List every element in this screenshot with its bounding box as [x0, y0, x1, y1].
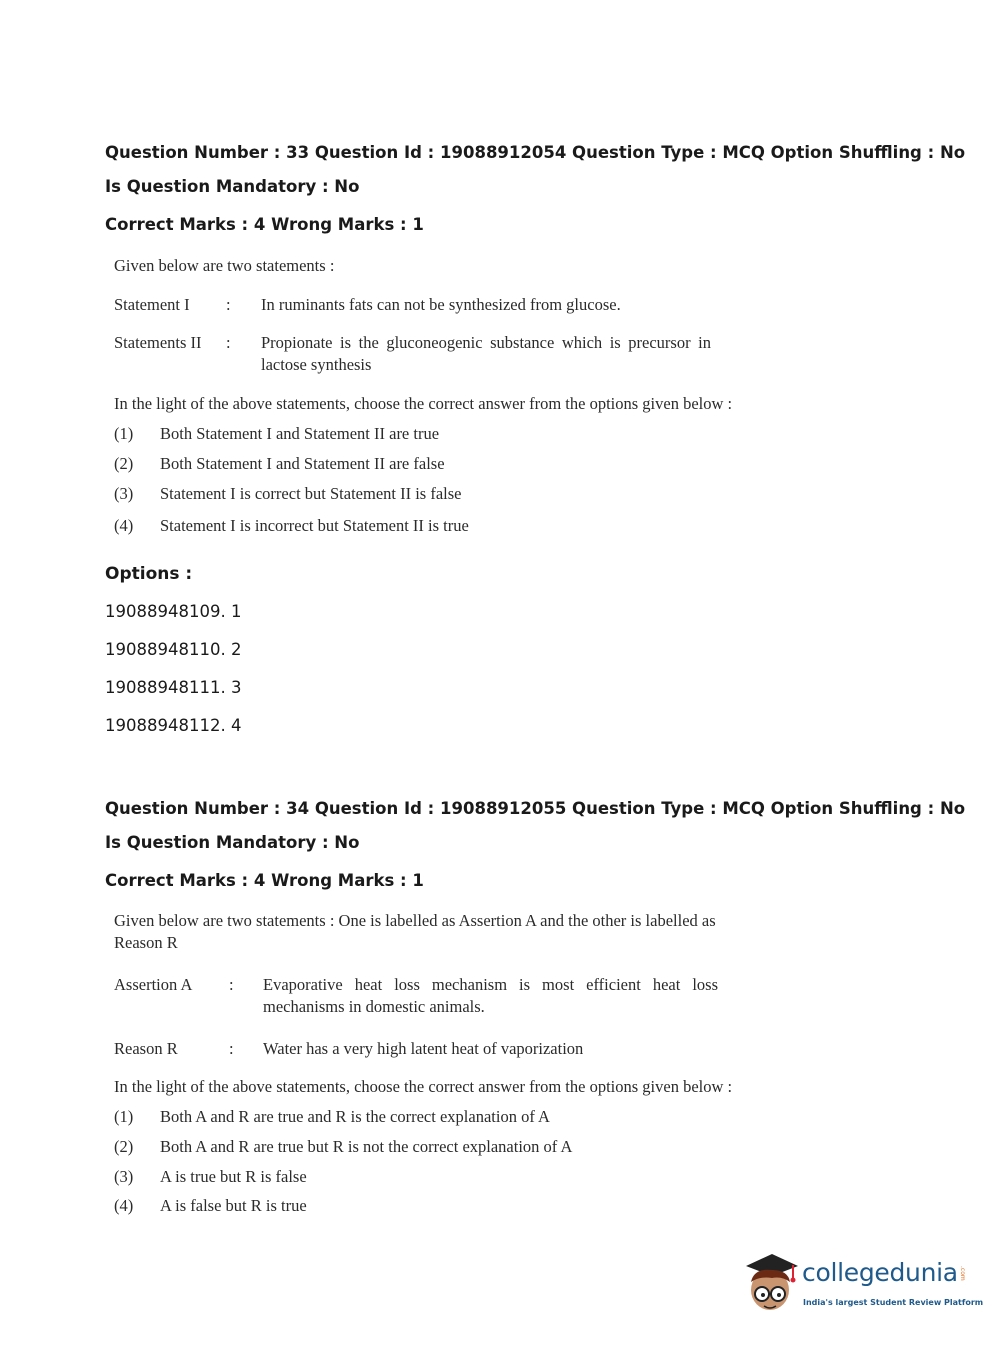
q33-marks: Correct Marks : 4 Wrong Marks : 1	[105, 215, 424, 234]
q33-option-item: 19088948110. 2	[105, 640, 242, 659]
q34-assertion-text-line2: mechanisms in domestic animals.	[263, 997, 485, 1016]
q33-statement2-text-line1: Propionate is the gluconeogenic substance which is precursor in	[261, 333, 711, 352]
q33-header: Question Number : 33 Question Id : 19088912054 Question Type : MCQ Option Shuffling : No	[105, 143, 966, 162]
q33-statement1-label: Statement I	[114, 295, 190, 314]
q34-mandatory: Is Question Mandatory : No	[105, 833, 360, 852]
q33-option-item: 19088948112. 4	[105, 716, 242, 735]
q33-statement2-colon: :	[226, 333, 231, 352]
q33-intro: Given below are two statements :	[114, 256, 335, 275]
q33-options-heading: Options :	[105, 564, 193, 584]
q34-choice-text: Both A and R are true but R is not the correct explanation of A	[160, 1137, 573, 1156]
q34-assertion-colon: :	[229, 975, 234, 994]
q34-intro-line2: Reason R	[114, 933, 178, 952]
q34-choice-num: (2)	[114, 1137, 134, 1156]
q34-reason-text: Water has a very high latent heat of vaporization	[263, 1039, 584, 1058]
q34-assertion-label: Assertion A	[114, 975, 193, 994]
q34-prompt: In the light of the above statements, choose the correct answer from the options given below :	[114, 1077, 733, 1096]
q33-choice-num: (1)	[114, 424, 134, 443]
q34-choice-text: Both A and R are true and R is the correct explanation of A	[160, 1107, 550, 1126]
q34-marks: Correct Marks : 4 Wrong Marks : 1	[105, 871, 424, 890]
q34-intro-line1: Given below are two statements : One is labelled as Assertion A and the other is labelled as	[114, 911, 716, 930]
q34-header: Question Number : 34 Question Id : 19088912055 Question Type : MCQ Option Shuffling : No	[105, 799, 966, 818]
q33-choice-num: (2)	[114, 454, 134, 473]
q33-mandatory: Is Question Mandatory : No	[105, 177, 360, 196]
logo-wordmark: collegedunia	[802, 1258, 958, 1287]
q33-choice-text: Statement I is incorrect but Statement II is true	[160, 516, 469, 535]
q34-assertion-text-line1: Evaporative heat loss mechanism is most efficient heat loss	[263, 975, 718, 994]
q33-choice-text: Statement I is correct but Statement II is false	[160, 484, 462, 503]
q33-choice-text: Both Statement I and Statement II are true	[160, 424, 440, 443]
q34-choice-num: (1)	[114, 1107, 134, 1126]
q33-option-item: 19088948111. 3	[105, 678, 242, 697]
q33-choice-num: (3)	[114, 484, 134, 503]
q34-choice-text: A is true but R is false	[160, 1167, 307, 1186]
q33-prompt: In the light of the above statements, choose the correct answer from the options given below :	[114, 394, 733, 413]
logo-com: .com	[959, 1266, 966, 1281]
q33-statement2-label: Statements II	[114, 333, 202, 352]
q33-choice-num: (4)	[114, 516, 134, 535]
q33-statement1-colon: :	[226, 295, 231, 314]
q34-reason-label: Reason R	[114, 1039, 178, 1058]
q33-statement1-text: In ruminants fats can not be synthesized from glucose.	[261, 295, 621, 314]
q33-option-item: 19088948109. 1	[105, 602, 242, 621]
q34-choice-num: (3)	[114, 1167, 134, 1186]
q34-choice-text: A is false but R is true	[160, 1196, 307, 1215]
collegedunia-logo[interactable]	[742, 1252, 984, 1322]
q34-reason-colon: :	[229, 1039, 234, 1058]
q34-choice-num: (4)	[114, 1196, 134, 1215]
q33-choice-text: Both Statement I and Statement II are false	[160, 454, 445, 473]
mascot-icon	[742, 1252, 802, 1322]
q33-statement2-text-line2: lactose synthesis	[261, 355, 372, 374]
logo-tagline: India's largest Student Review Platform	[803, 1298, 984, 1307]
